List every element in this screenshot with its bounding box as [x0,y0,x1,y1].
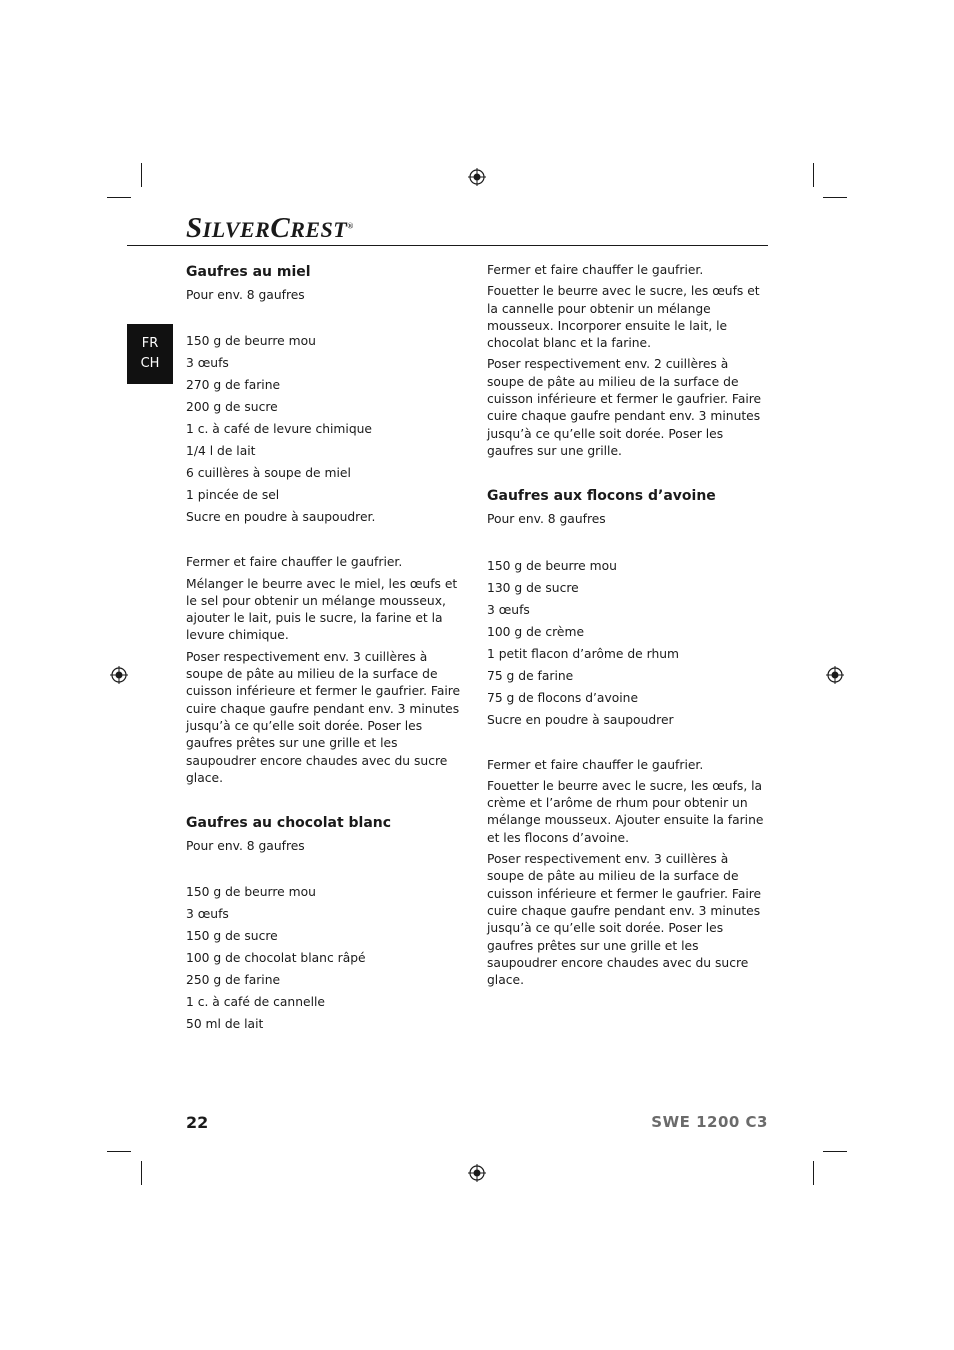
crop-mark [823,1151,847,1152]
recipe-servings: Pour env. 8 gaufres [487,512,606,527]
recipe-servings: Pour env. 8 gaufres [186,288,305,302]
crop-mark [141,1161,142,1185]
ingredient-item: 3 œufs [186,356,229,371]
ingredient-item: 200 g de sucre [186,400,278,415]
ingredient-list [487,555,769,731]
ingredient-item: 75 g de farine [487,668,574,683]
ingredient-item: 50 ml de lait [186,1017,264,1032]
recipe-step: Poser respectivement env. 3 cuillères à soupe de pâte au milieu de la surface de cuisson inférieure et fermer le gaufrier. Faire cuire chaque gaufre pendant env. 3 minutes jusqu’à ce qu’elle soit dorée. Poser les gaufres prêtes sur une grille et les saupoudrer encore chaudes avec du sucre glace. [186,649,461,785]
crop-mark [107,1151,131,1152]
right-column [487,262,769,993]
registration-mark-icon [468,1164,486,1182]
ingredient-item: 1 c. à café de cannelle [186,995,325,1010]
page-number: 22 [186,1113,209,1132]
recipe-title: Gaufres au chocolat blanc [186,815,392,832]
ingredient-item: 150 g de beurre mou [186,885,316,900]
recipe-servings: Pour env. 8 gaufres [186,839,305,854]
ingredient-item: Sucre en poudre à saupoudrer [487,712,674,727]
ingredient-item: 75 g de flocons d’avoine [487,690,639,705]
ingredient-item: 3 œufs [186,907,229,922]
ingredient-item: 6 cuillères à soupe de miel [186,466,351,481]
crop-mark [107,197,131,198]
recipe-step: Poser respectivement env. 3 cuillères à soupe de pâte au milieu de la surface de cuisson inférieure et fermer le gaufrier. Faire cuire chaque gaufre pendant env. 3 minutes jusqu’à ce qu’elle soit dorée. Poser les gaufres prêtes sur une grille et les saupoudrer encore chaudes avec du sucre glace. [487,852,762,988]
ingredient-item: Sucre en poudre à saupoudrer. [186,510,376,525]
ingredient-item: 100 g de chocolat blanc râpé [186,951,366,966]
registration-mark-icon [826,666,844,684]
ingredient-item: 1 petit flacon d’arôme de rhum [487,646,680,661]
ingredient-item: 1 c. à café de levure chimique [186,422,372,437]
crop-mark [141,163,142,187]
language-code: FR [141,336,159,351]
recipe-step: Mélanger le beurre avec le miel, les œufs et le sel pour obtenir un mélange mousseux, ajouter le lait, puis le sucre, la farine et la levure chimique. [186,576,458,643]
recipe-step: Fermer et faire chauffer le gaufrier. [487,263,704,277]
header-rule [127,245,768,246]
recipe-step: Fermer et faire chauffer le gaufrier. [487,757,704,772]
crop-mark [813,163,814,187]
ingredient-item: 100 g de crème [487,624,585,639]
recipe-steps [487,757,769,990]
recipe-miel [186,262,468,787]
ingredient-item: 150 g de beurre mou [487,558,617,573]
ingredient-item: 150 g de beurre mou [186,334,316,349]
registration-mark-icon [110,666,128,684]
recipe-step: Fouetter le beurre avec le sucre, les œufs, la crème et l’arôme de rhum pour obtenir un mélange mousseux. Ajouter ensuite la farine et les flocons d’avoine. [487,778,764,845]
registration-mark-icon [468,168,486,186]
recipe-title: Gaufres aux flocons d’avoine [487,488,716,505]
ingredient-list [186,330,468,528]
recipe-step: Fermer et faire chauffer le gaufrier. [186,555,403,570]
brand-logo: SILVERCREST® [186,212,354,244]
ingredient-item: 1/4 l de lait [186,444,256,459]
country-code: CH [140,356,160,371]
left-column [186,262,468,1061]
recipe-steps-chocolat-continued [487,262,769,460]
crop-mark [813,1161,814,1185]
ingredient-list [186,881,468,1035]
recipe-chocolat-blanc [186,813,468,1035]
ingredient-item: 130 g de sucre [487,580,579,595]
recipe-title: Gaufres au miel [186,264,311,280]
language-tab [127,324,173,384]
recipe-flocons-avoine [487,486,769,989]
ingredient-item: 3 œufs [487,602,530,617]
ingredient-item: 1 pincée de sel [186,488,280,503]
recipe-steps [186,554,468,787]
crop-mark [823,197,847,198]
ingredient-item: 270 g de farine [186,378,281,393]
ingredient-item: 150 g de sucre [186,929,278,944]
model-number: SWE 1200 C3 [651,1113,768,1131]
ingredient-item: 250 g de farine [186,973,281,988]
recipe-step: Poser respectivement env. 2 cuillères à soupe de pâte au milieu de la surface de cuisson inférieure et fermer le gaufrier. Faire cuire chaque gaufre pendant env. 3 minutes jusqu’à ce qu’elle soit dorée. Poser les gaufres sur une grille. [487,357,762,458]
recipe-step: Fouetter le beurre avec le sucre, les œufs et la cannelle pour obtenir un mélange mousseux. Incorporer ensuite le lait, le chocolat blanc et la farine. [487,284,760,351]
